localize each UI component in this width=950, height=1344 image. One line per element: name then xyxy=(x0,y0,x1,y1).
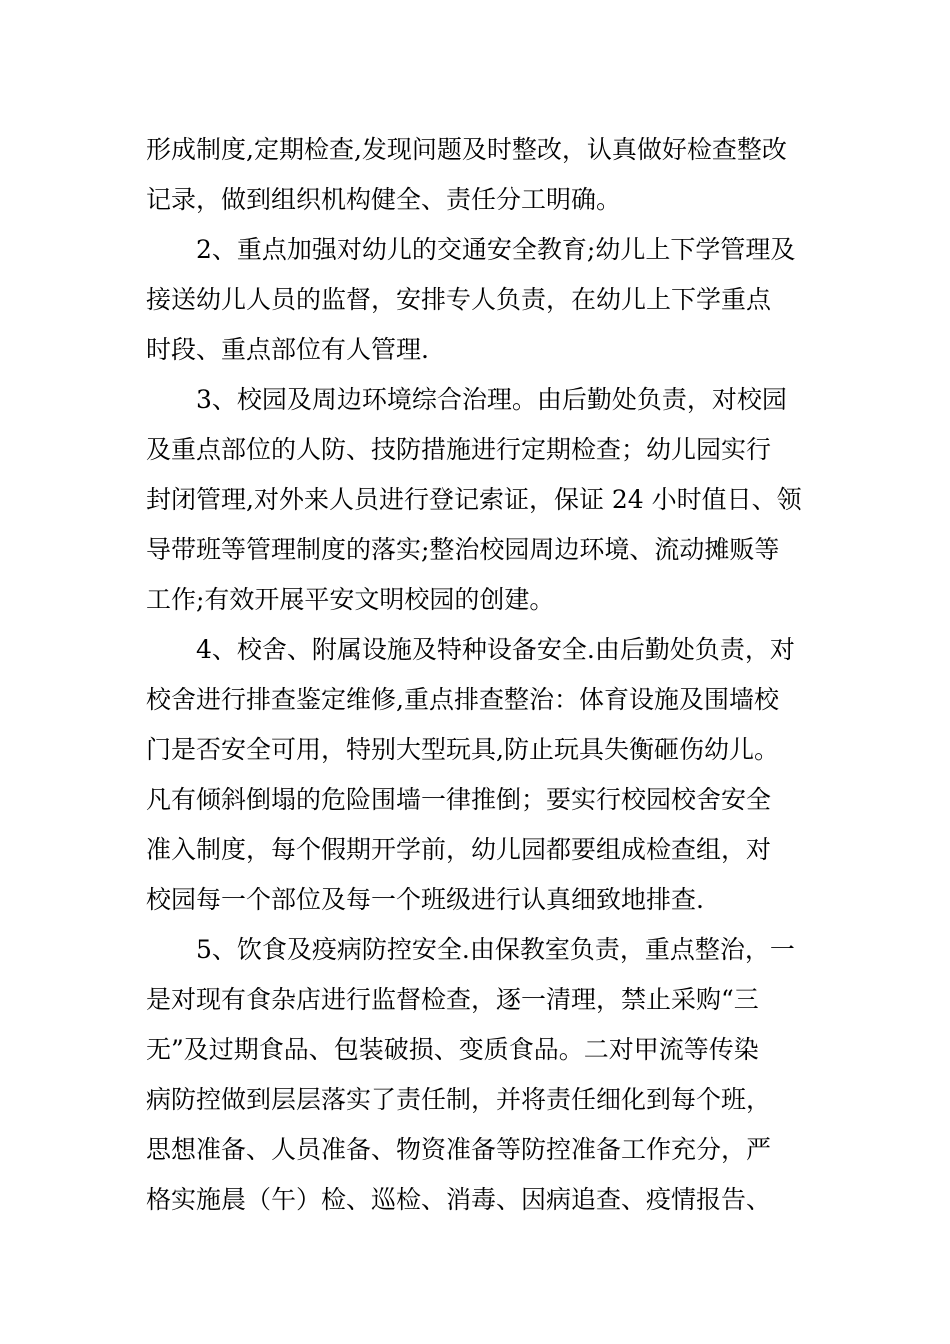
paragraph-start-line: 4、校舍、附属设施及特种设备安全.由后勤处负责，对 xyxy=(196,635,795,664)
text-line: 及重点部位的人防、技防措施进行定期检查；幼儿园实行 xyxy=(146,435,772,464)
text-line: 准入制度，每个假期开学前，幼儿园都要组成检查组，对 xyxy=(146,835,772,864)
text-line: 凡有倾斜倒塌的危险围墙一律推倒；要实行校园校舍安全 xyxy=(146,785,772,814)
text-line: 是对现有食杂店进行监督检查，逐一清理，禁止采购“三 xyxy=(146,985,759,1014)
text-line: 封闭管理,对外来人员进行登记索证，保证 24 小时值日、领 xyxy=(146,485,802,514)
paragraph-start-line: 5、饮食及疫病防控安全.由保教室负责，重点整治，一 xyxy=(196,935,795,964)
text-line: 接送幼儿人员的监督，安排专人负责，在幼儿上下学重点 xyxy=(146,285,772,314)
text-line: 导带班等管理制度的落实;整治校园周边环境、流动摊贩等 xyxy=(146,535,780,564)
text-line: 时段、重点部位有人管理. xyxy=(146,335,429,364)
text-line: 格实施晨（午）检、巡检、消毒、因病追查、疫情报告、 xyxy=(146,1185,772,1214)
text-line: 校舍进行排查鉴定维修,重点排查整治：体育设施及围墙校 xyxy=(146,685,779,714)
paragraph-start-line: 2、重点加强对幼儿的交通安全教育;幼儿上下学管理及 xyxy=(196,235,796,264)
text-line: 校园每一个部位及每一个班级进行认真细致地排查. xyxy=(146,885,704,914)
text-line: 工作;有效开展平安文明校园的创建。 xyxy=(146,585,555,614)
text-line: 无”及过期食品、包装破损、变质食品。二对甲流等传染 xyxy=(146,1035,759,1064)
text-line: 形成制度,定期检查,发现问题及时整改，认真做好检查整改 xyxy=(146,135,787,164)
text-line: 思想准备、人员准备、物资准备等防控准备工作充分，严 xyxy=(146,1135,772,1164)
paragraph-start-line: 3、校园及周边环境综合治理。由后勤处负责，对校园 xyxy=(196,385,787,414)
text-line: 门是否安全可用，特别大型玩具,防止玩具失衡砸伤幼儿。 xyxy=(146,735,779,764)
text-line: 病防控做到层层落实了责任制，并将责任细化到每个班， xyxy=(146,1085,772,1114)
text-line: 记录，做到组织机构健全、责任分工明确。 xyxy=(146,185,622,214)
